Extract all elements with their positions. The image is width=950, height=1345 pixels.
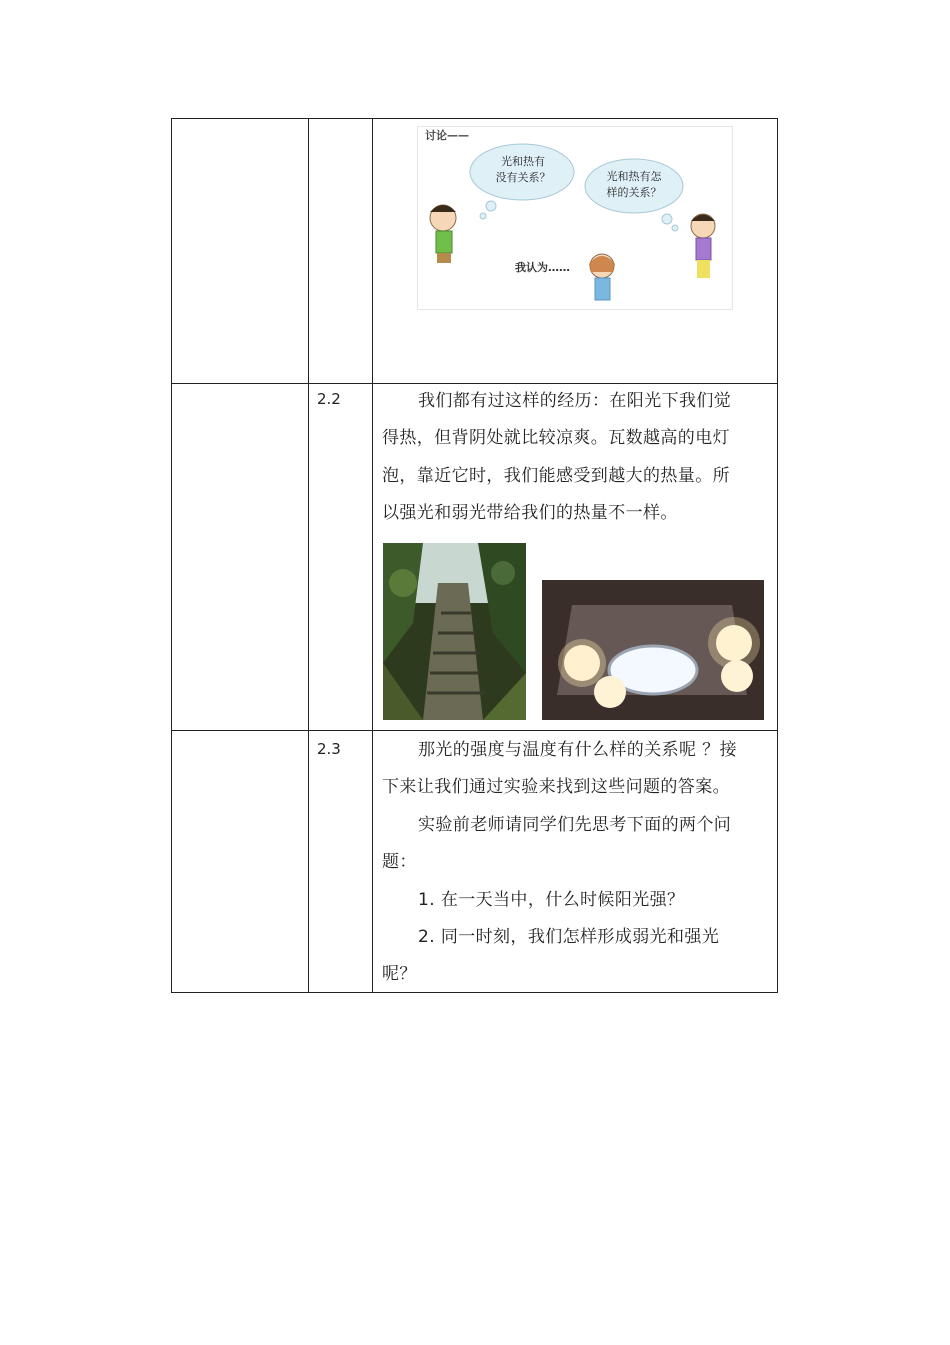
paragraph: 下来让我们通过实验来找到这些问题的答案。: [382, 777, 730, 797]
paragraph: 得热，但背阴处就比较凉爽。瓦数越高的电灯: [382, 428, 730, 448]
discussion-illustration: [417, 126, 733, 310]
column-divider: [372, 119, 373, 992]
girl-speech: 我认为……: [515, 261, 570, 274]
paragraph: 那光的强度与温度有什么样的关系呢 ？接: [418, 740, 738, 760]
left-speech-bubble: [487, 154, 559, 186]
question-item: 2. 同一时刻，我们怎样形成弱光和强光: [418, 927, 720, 947]
paragraph: 呢？: [382, 964, 417, 984]
bubble-line: 样的关系？: [606, 186, 662, 199]
section-number: 2.3: [317, 740, 341, 758]
forest-path-photo: [383, 543, 526, 720]
paragraph: 泡，靠近它时，我们能感受到越大的热量。所: [382, 466, 730, 486]
discussion-header: 讨论——: [425, 129, 469, 142]
paragraph: 题：: [382, 852, 417, 872]
row-divider: [172, 730, 777, 731]
question-item: 1. 在一天当中，什么时候阳光强？: [418, 890, 685, 910]
column-divider: [308, 119, 309, 992]
section-number: 2.2: [317, 390, 341, 408]
bubble-line: 光和热有: [501, 155, 545, 168]
paragraph: 实验前老师请同学们先思考下面的两个问: [418, 815, 732, 835]
heat-lamp-photo: [542, 580, 764, 720]
bubble-line: 光和热有怎: [606, 170, 662, 183]
paragraph: 我们都有过这样的经历：在阳光下我们觉: [418, 391, 732, 411]
lesson-table: [171, 118, 778, 993]
paragraph: 以强光和弱光带给我们的热量不一样。: [382, 503, 678, 523]
bubble-line: 没有关系？: [495, 171, 551, 184]
right-speech-bubble: [598, 169, 670, 201]
